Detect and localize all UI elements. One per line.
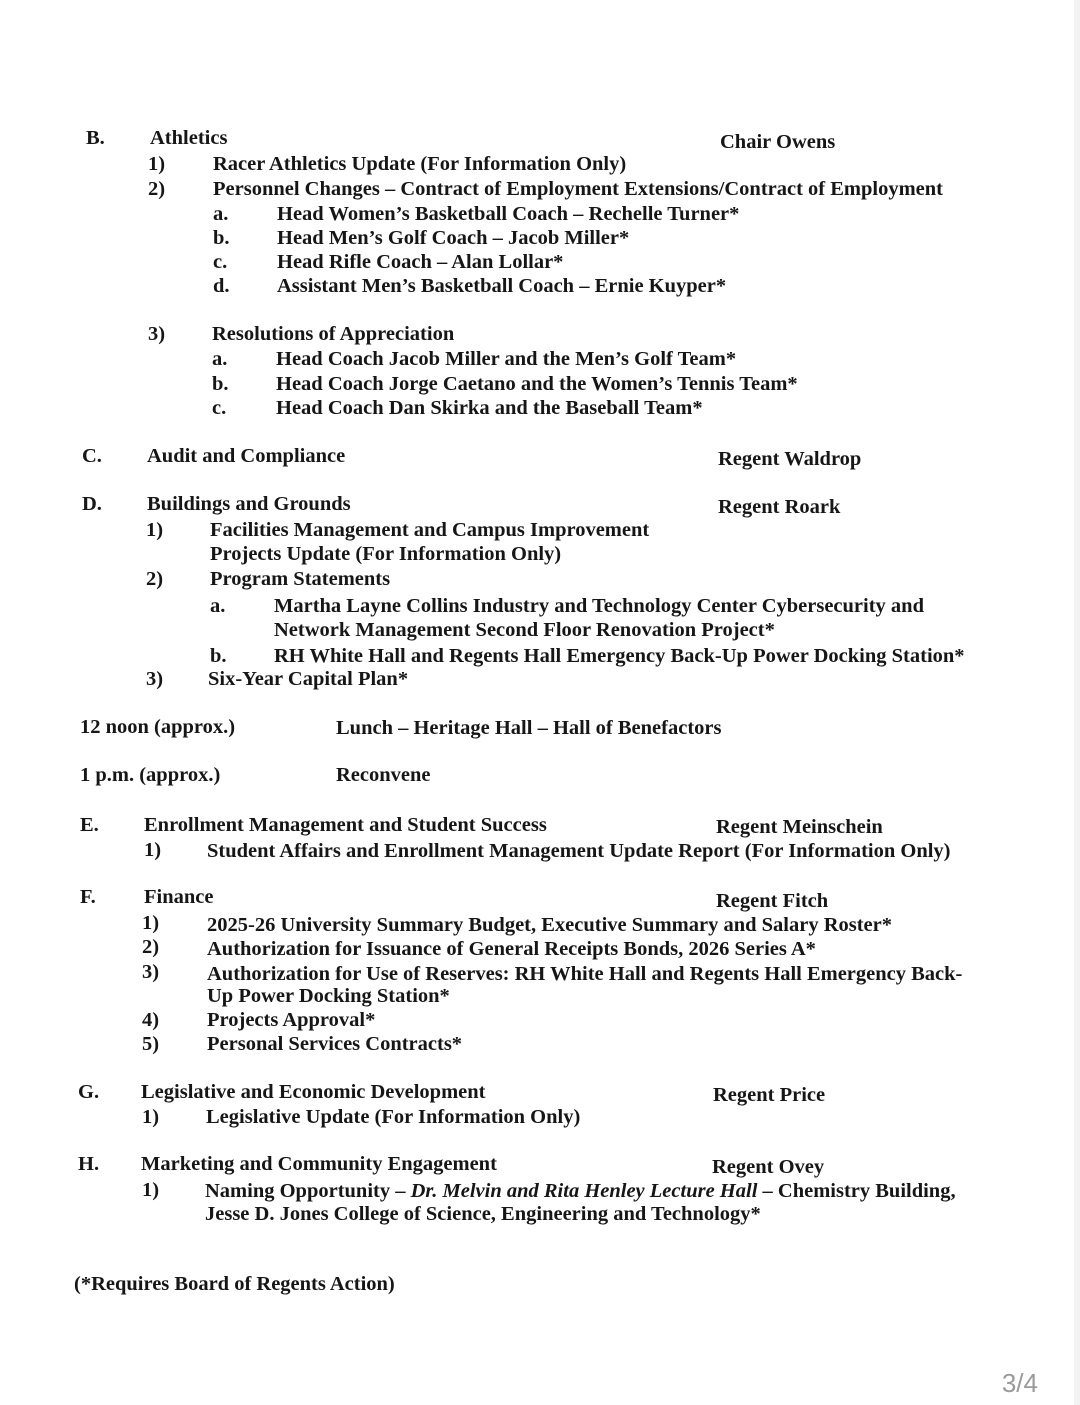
schedule-event: Lunch – Heritage Hall – Hall of Benefactors	[336, 717, 722, 739]
page-edge	[1074, 0, 1080, 1405]
section-letter: D.	[82, 493, 102, 515]
item-text-suffix: – Chemistry Building,	[757, 1180, 956, 1202]
item-text: Legislative Update (For Information Only)	[206, 1106, 581, 1128]
item-text: Personnel Changes – Contract of Employment Extensions/Contract of Employment	[213, 178, 943, 200]
subitem-text: Assistant Men’s Basketball Coach – Ernie Kuyper*	[277, 275, 727, 297]
subitem-text: Head Coach Jorge Caetano and the Women’s Tennis Team*	[276, 373, 798, 395]
section-letter: G.	[78, 1081, 100, 1103]
item-text-prefix: Naming Opportunity –	[205, 1180, 411, 1202]
footnote: (*Requires Board of Regents Action)	[74, 1273, 395, 1295]
subitem-letter: a.	[213, 203, 229, 225]
subitem-text: Head Rifle Coach – Alan Lollar*	[277, 251, 564, 273]
item-text: Student Affairs and Enrollment Management Update Report (For Information Only)	[207, 840, 951, 862]
section-letter: H.	[78, 1153, 100, 1175]
item-text: Authorization for Issuance of General Receipts Bonds, 2026 Series A*	[207, 938, 816, 960]
item-number: 1)	[142, 1179, 160, 1201]
subitem-letter: b.	[210, 645, 227, 667]
schedule-event: Reconvene	[336, 764, 431, 786]
item-number: 1)	[148, 153, 166, 175]
subitem-text: Head Coach Dan Skirka and the Baseball Team*	[276, 397, 703, 419]
item-number: 3)	[148, 323, 166, 345]
item-text: Projects Update (For Information Only)	[210, 543, 562, 565]
item-number: 1)	[142, 912, 160, 934]
item-text: Six-Year Capital Plan*	[208, 668, 409, 690]
item-text	[205, 1180, 956, 1203]
subitem-letter: b.	[212, 373, 229, 395]
subitem-letter: b.	[213, 227, 230, 249]
item-text: Personal Services Contracts*	[207, 1033, 463, 1055]
section-presenter: Regent Ovey	[712, 1156, 825, 1178]
item-number: 5)	[142, 1033, 160, 1055]
section-presenter: Regent Roark	[718, 496, 841, 518]
section-title: Marketing and Community Engagement	[141, 1153, 497, 1175]
item-number: 3)	[146, 668, 164, 690]
section-letter: C.	[82, 445, 102, 467]
subitem-text: Martha Layne Collins Industry and Technology Center Cybersecurity and	[274, 595, 924, 617]
item-number: 1)	[146, 519, 164, 541]
item-text: Program Statements	[210, 568, 391, 590]
subitem-text: Head Men’s Golf Coach – Jacob Miller*	[277, 227, 630, 249]
item-text: Racer Athletics Update (For Information Only)	[213, 153, 627, 175]
subitem-letter: c.	[213, 251, 228, 273]
subitem-letter: d.	[213, 275, 230, 297]
section-title: Athletics	[150, 127, 228, 149]
subitem-letter: a.	[210, 595, 226, 617]
subitem-text: Head Women’s Basketball Coach – Rechelle Turner*	[277, 203, 740, 225]
lecture-hall-name: Dr. Melvin and Rita Henley Lecture Hall	[410, 1180, 758, 1202]
schedule-time: 1 p.m. (approx.)	[80, 764, 221, 786]
item-text: Facilities Management and Campus Improvement	[210, 519, 650, 541]
item-number: 4)	[142, 1009, 160, 1031]
subitem-letter: a.	[212, 348, 228, 370]
item-text: Projects Approval*	[207, 1009, 376, 1031]
section-presenter: Regent Fitch	[716, 890, 829, 912]
subitem-text: RH White Hall and Regents Hall Emergency Back-Up Power Docking Station*	[274, 645, 965, 667]
item-number: 2)	[142, 936, 160, 958]
item-text: Resolutions of Appreciation	[212, 323, 455, 345]
section-letter: F.	[80, 886, 96, 908]
page-indicator: 3/4	[1001, 1368, 1038, 1398]
section-letter: E.	[80, 814, 99, 836]
section-title: Buildings and Grounds	[147, 493, 351, 515]
item-text: 2025-26 University Summary Budget, Executive Summary and Salary Roster*	[207, 914, 893, 936]
section-title: Audit and Compliance	[147, 445, 346, 467]
section-presenter: Regent Meinschein	[716, 816, 883, 838]
item-number: 1)	[144, 839, 162, 861]
section-presenter: Chair Owens	[720, 131, 836, 153]
subitem-text: Head Coach Jacob Miller and the Men’s Golf Team*	[276, 348, 737, 370]
item-number: 2)	[148, 178, 166, 200]
item-text: Authorization for Use of Reserves: RH White Hall and Regents Hall Emergency Back-	[207, 963, 963, 985]
section-presenter: Regent Waldrop	[718, 448, 862, 470]
section-title: Legislative and Economic Development	[141, 1081, 486, 1103]
item-number: 1)	[142, 1106, 160, 1128]
item-text: Up Power Docking Station*	[207, 985, 450, 1007]
subitem-text: Network Management Second Floor Renovation Project*	[274, 619, 775, 641]
section-title: Enrollment Management and Student Success	[144, 814, 547, 836]
schedule-time: 12 noon (approx.)	[80, 716, 236, 738]
section-title: Finance	[144, 886, 214, 908]
item-number: 3)	[142, 961, 160, 983]
section-letter: B.	[86, 127, 105, 149]
section-presenter: Regent Price	[713, 1084, 826, 1106]
item-number: 2)	[146, 568, 164, 590]
item-text: Jesse D. Jones College of Science, Engineering and Technology*	[205, 1203, 761, 1225]
subitem-letter: c.	[212, 397, 227, 419]
